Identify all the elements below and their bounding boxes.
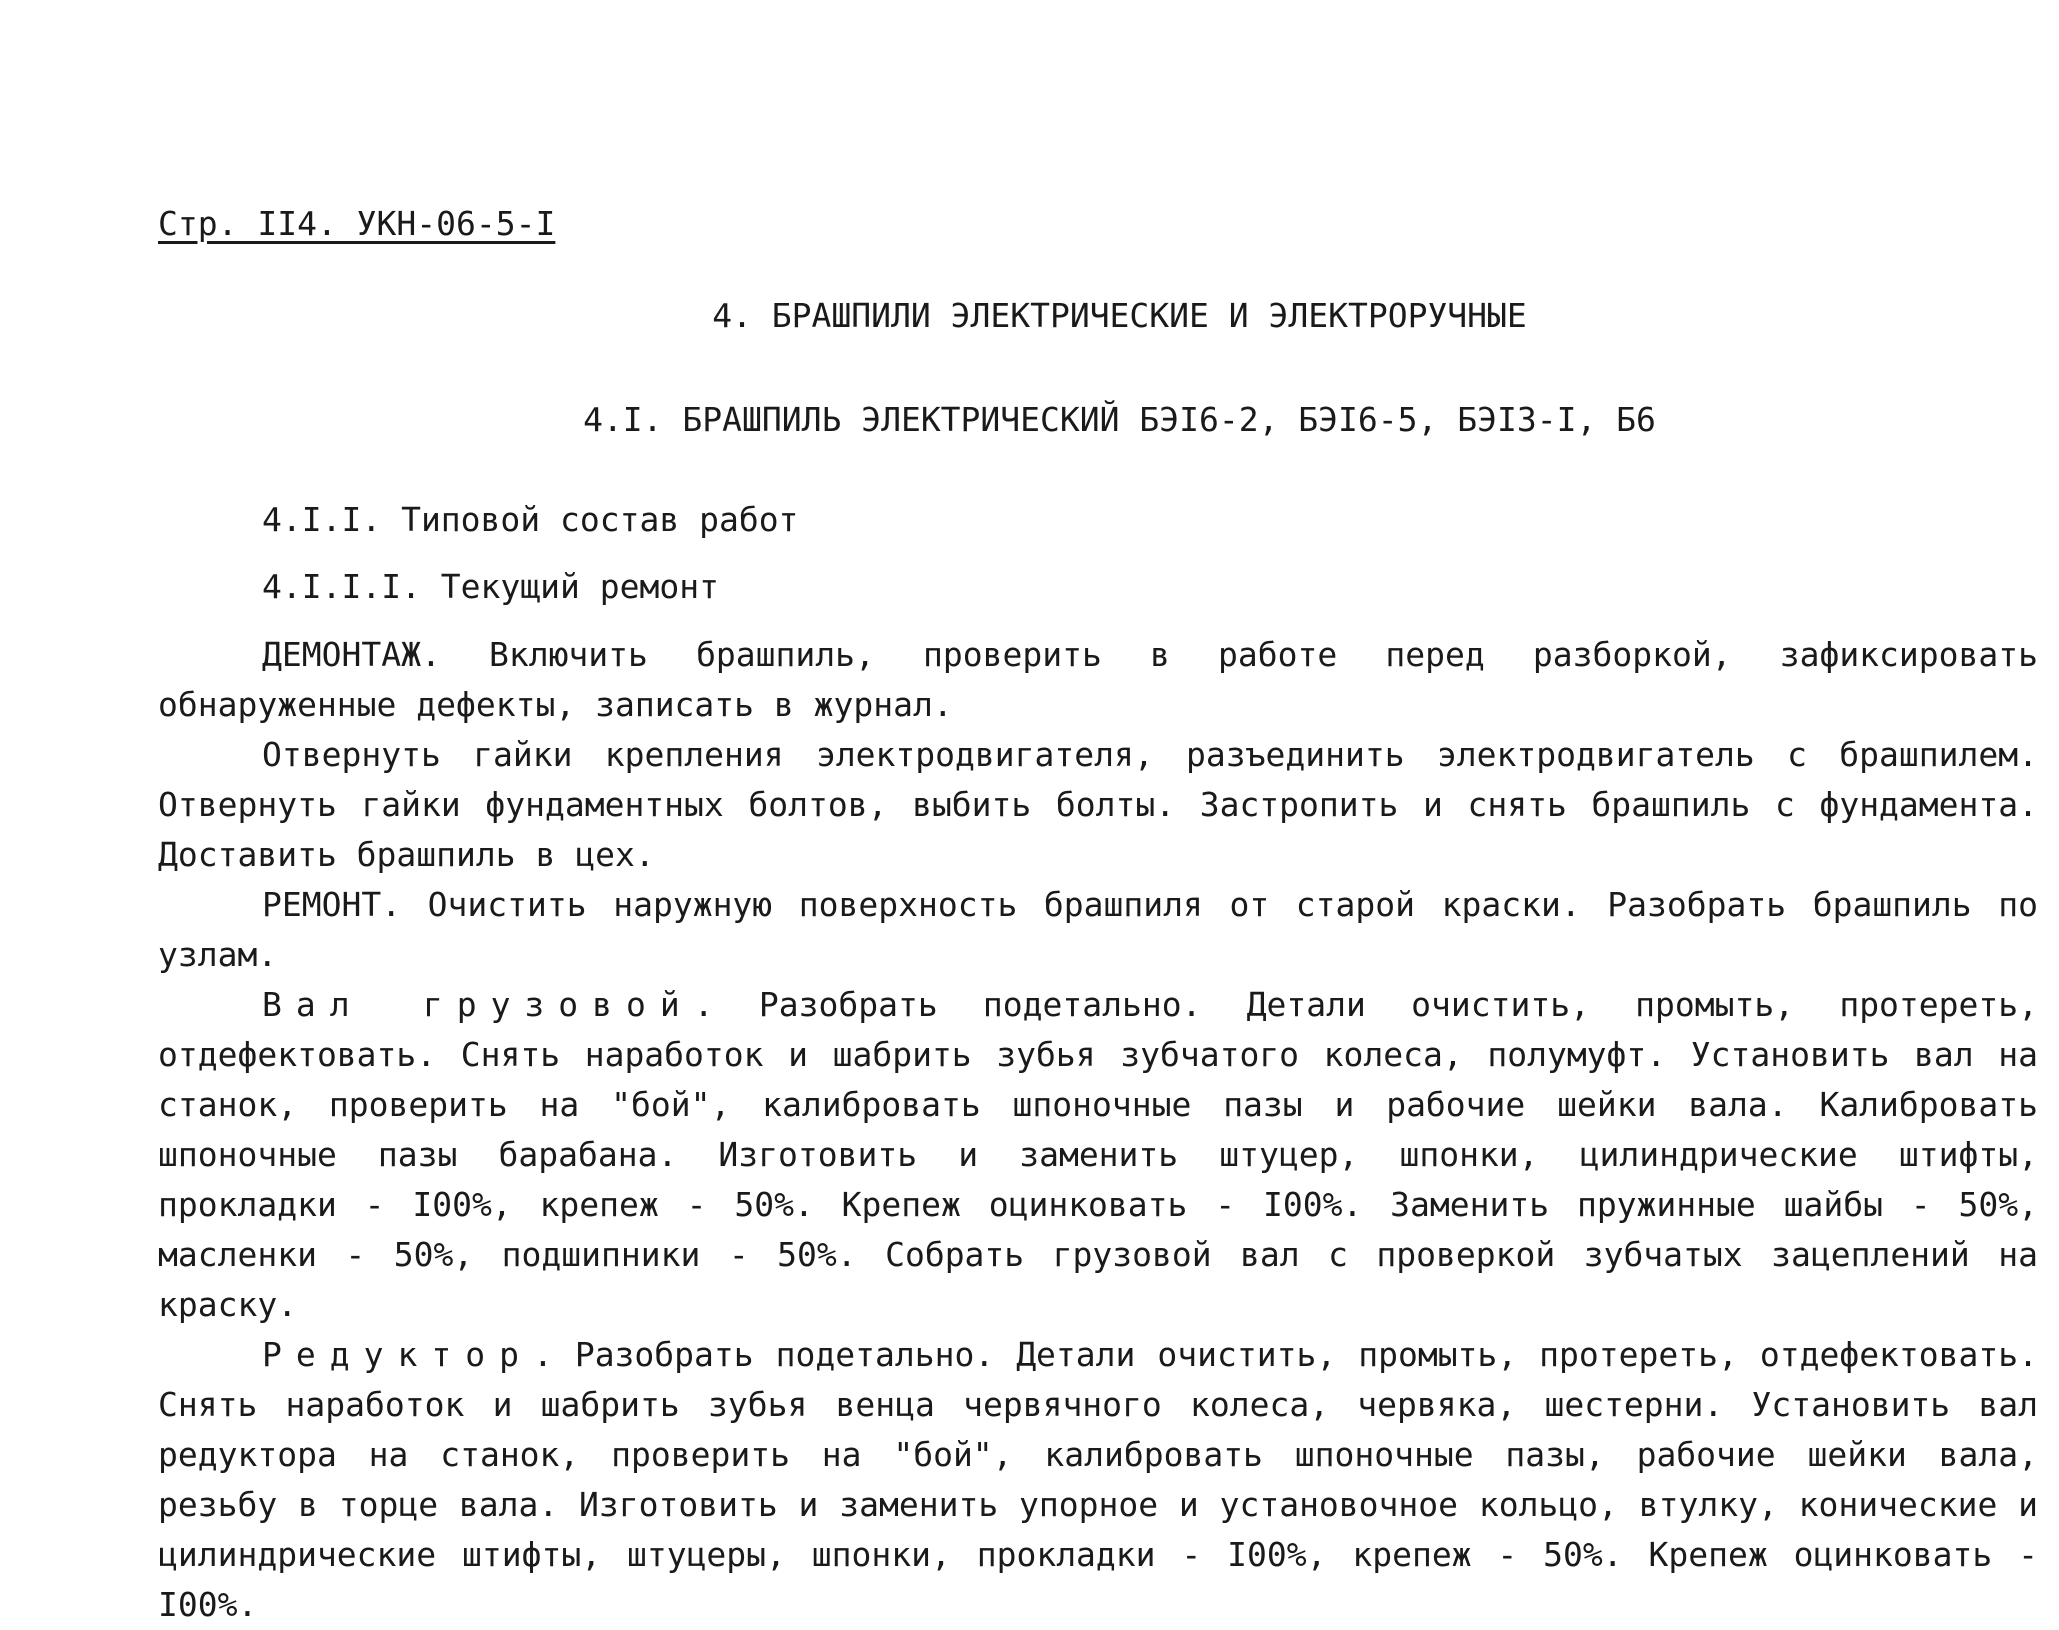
cargo-shaft-heading: Вал грузовой [262,985,694,1024]
paragraph-dismantling: ДЕМОНТАЖ. Включить брашпиль, проверить в работе перед разборкой, зафиксировать обнаруженные дефекты, записать в журнал. [158,635,2038,724]
paragraph-repair: РЕМОНТ. Очистить наружную поверхность брашпиля от старой краски. Разобрать брашпиль по узлам. [158,885,2038,974]
document-body [158,630,2038,1630]
reducer-heading: Редуктор [262,1335,533,1374]
section-title: 4.I. БРАШПИЛЬ ЭЛЕКТРИЧЕСКИЙ БЭI6-2, БЭI6-5, БЭI3-I, Б6 [583,400,1656,439]
subsection-heading-current-repair: 4.I.I.I. Текущий ремонт [262,567,719,606]
chapter-title: 4. БРАШПИЛИ ЭЛЕКТРИЧЕСКИЕ И ЭЛЕКТРОРУЧНЫЕ [712,296,1527,335]
paragraph-cargo-shaft [158,980,2038,1330]
reducer-text: . Разобрать подетально. Детали очистить, промыть, протереть, отдефектовать. Снять наработок и шабрить зубья венца червячного колеса, червяка, шестерни. Установить вал редуктора на станок, проверить на "бой", калибровать шпоночные пазы, рабочие шейки вала, резьбу в торце вала. Изготовить и заменить упорное и установочное кольцо, втулку, конические и цилиндрические штифты, штуцеры, шпонки, прокладки - I00%, крепеж - 50%. Крепеж оцинковать - I00%. [158,1335,2038,1624]
page-reference: Стр. II4. УКН-06-5-I [158,204,556,243]
cargo-shaft-text: . Разобрать подетально. Детали очистить, промыть, протереть, отдефектовать. Снять наработок и шабрить зубья зубчатого колеса, полумуфт. Установить вал на станок, проверить на "бой", калибровать шпоночные пазы и рабочие шейки вала. Калибровать шпоночные пазы барабана. Изготовить и заменить штуцер, шпонки, цилиндрические штифты, прокладки - I00%, крепеж - 50%. Крепеж оцинковать - I00%. Заменить пружинные шайбы - 50%, масленки - 50%, подшипники - 50%. Собрать грузовой вал с проверкой зубчатых зацеплений на краску. [158,985,2038,1324]
subsection-heading-composition: 4.I.I. Типовой состав работ [262,500,799,539]
paragraph-reducer [158,1330,2038,1630]
paragraph-unbolting: Отвернуть гайки крепления электродвигателя, разъединить электродвигатель с брашпилем. Отвернуть гайки фундаментных болтов, выбить болты. Застропить и снять брашпиль с фундамента. Доставить брашпиль в цех. [158,735,2038,874]
